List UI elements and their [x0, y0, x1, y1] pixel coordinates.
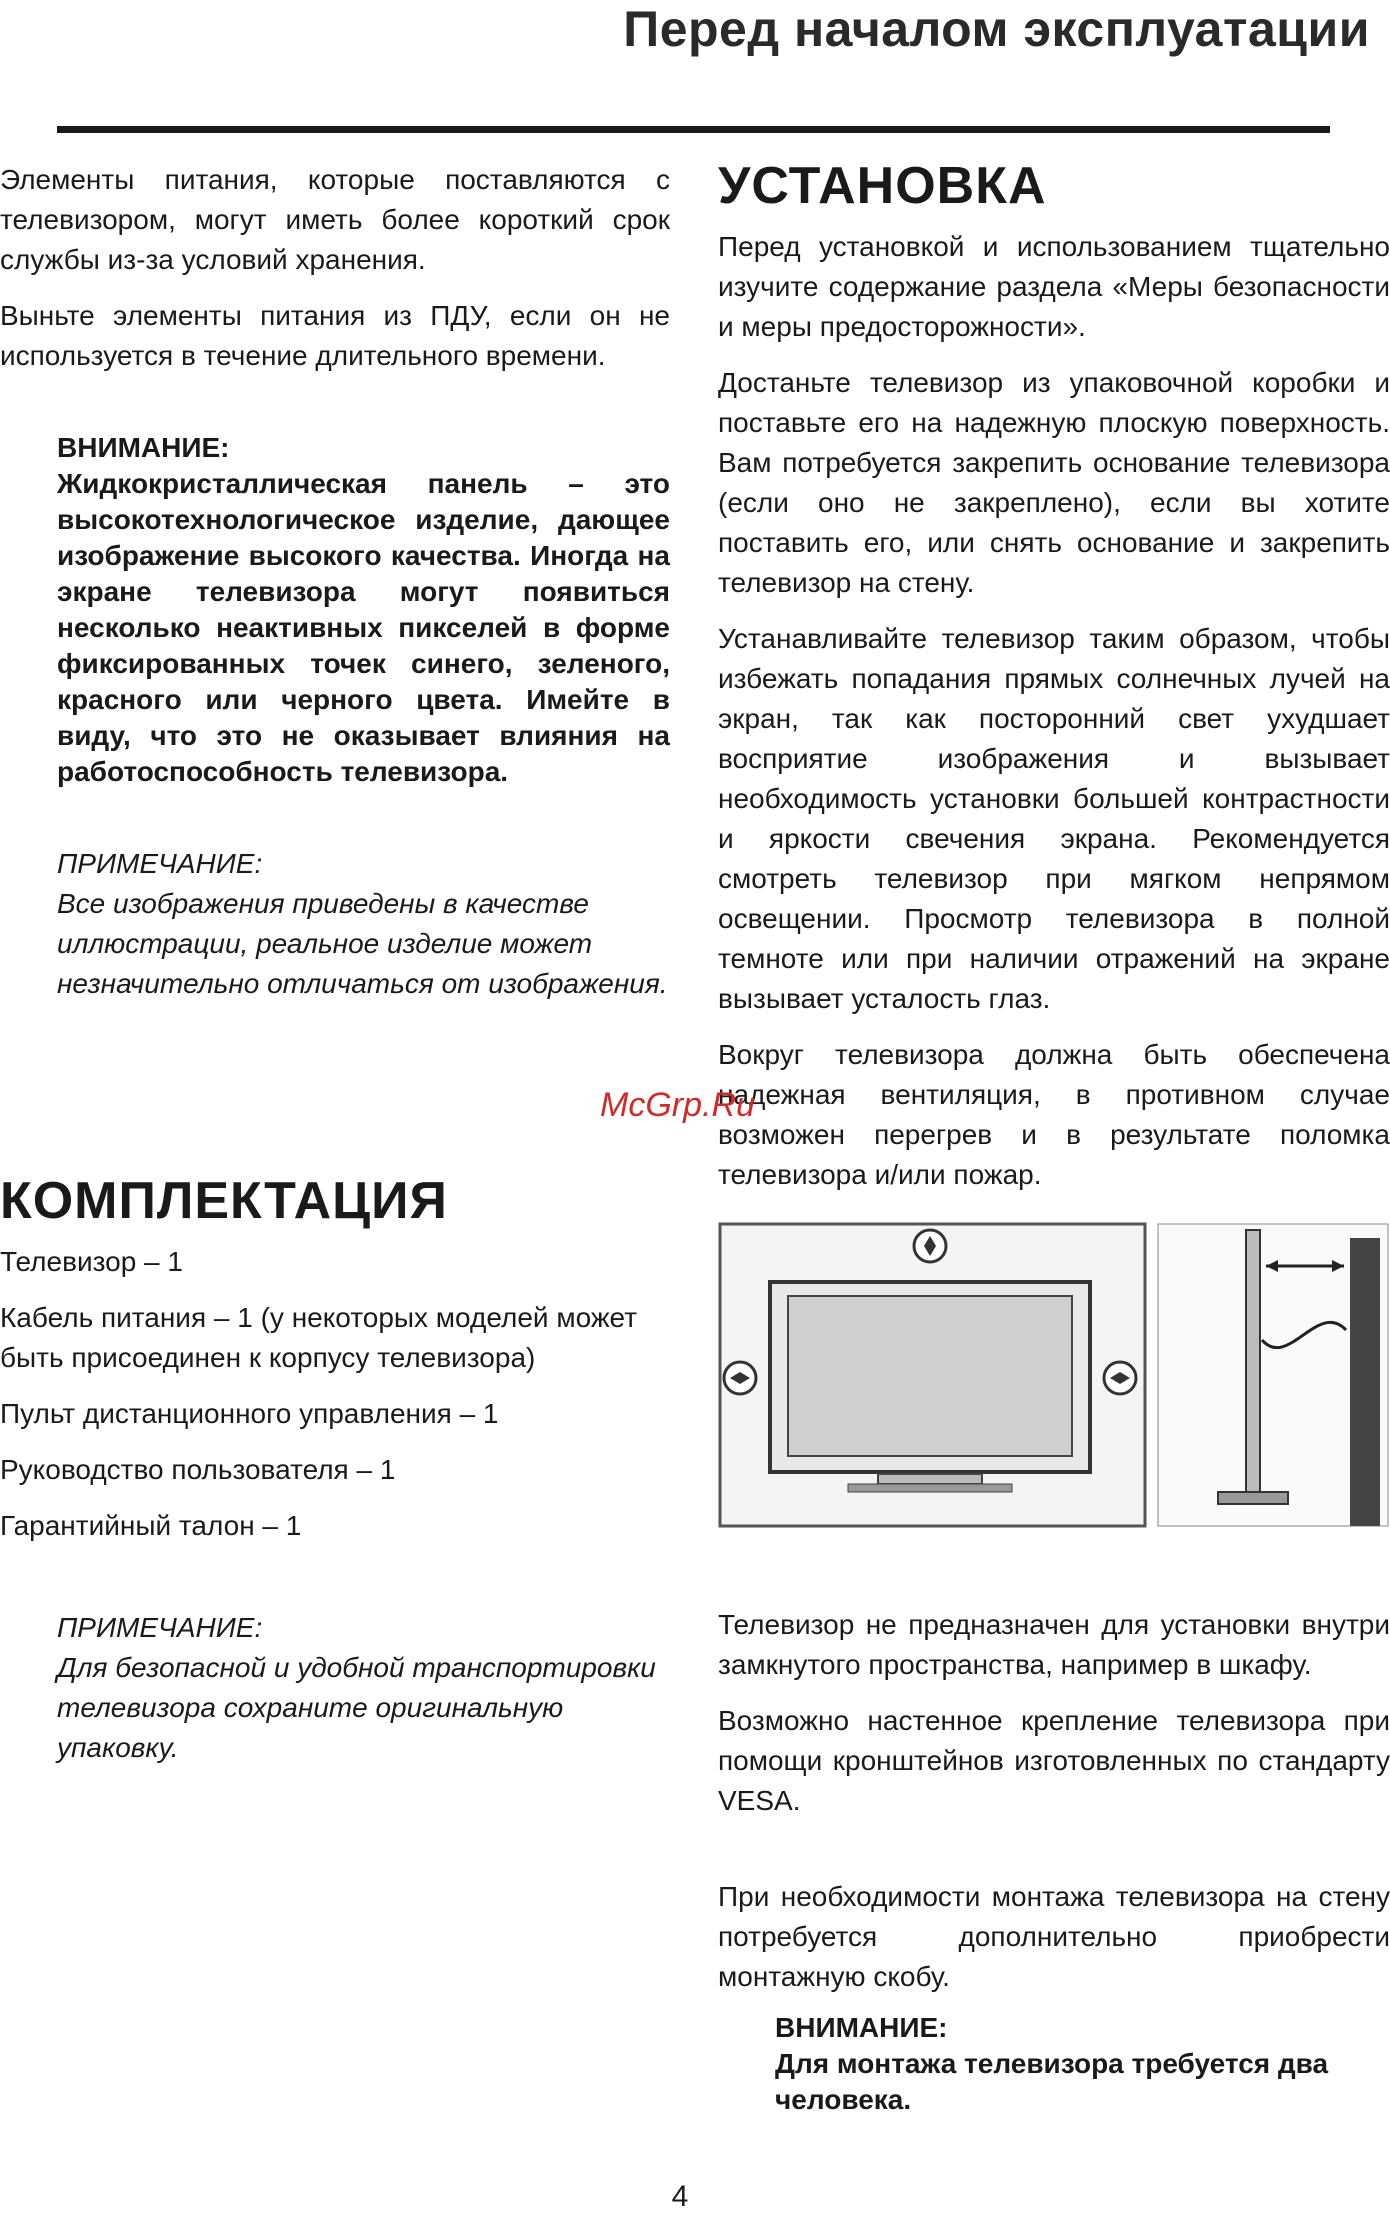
warning-label: ВНИМАНИЕ:	[57, 432, 230, 463]
list-item: Пульт дистанционного управления – 1	[0, 1398, 499, 1429]
clearance-arrow-icon	[724, 1362, 756, 1394]
paragraph: Возможно настенное крепление телевизора при помощи кронштейнов изготовленных по стандарту VESA.	[718, 1705, 1390, 1816]
komplektatsiya-heading: КОМПЛЕКТАЦИЯ	[0, 1172, 448, 1230]
list-item: Руководство пользователя – 1	[0, 1454, 396, 1485]
tv-side	[1246, 1230, 1260, 1492]
paragraph: Перед установкой и использованием тщательно изучите содержание раздела «Меры безопасности и меры предосторожности».	[718, 231, 1390, 342]
paragraph: Достаньте телевизор из упаковочной коробки и поставьте его на надежную плоскую поверхность. Вам потребуется закрепить основание телевизора (если оно не закреплено), если вы хотите поставить его, или снять основание и закрепить телевизор на стену.	[718, 367, 1390, 598]
clearance-arrow-icon	[914, 1230, 946, 1262]
warning-text: Жидкокристаллическая панель – это высокотехнологическое изделие, дающее изображение высокого качества. Иногда на экране телевизора могут появиться несколько неактивных пикселей в форме фиксированных точек синего, зеленого, красного или черного цвета. Имейте в виду, что это не оказывает влияния на работоспособность телевизора.	[57, 468, 670, 787]
watermark: McGrp.Ru	[600, 1086, 755, 1124]
list-item: Гарантийный талон – 1	[0, 1510, 302, 1541]
warning-label: ВНИМАНИЕ:	[775, 2012, 948, 2043]
tv-stand	[878, 1474, 982, 1484]
paragraph: Устанавливайте телевизор таким образом, чтобы избежать попадания прямых солнечных лучей на экран, так как посторонний свет ухудшает восприятие изображения и вызывает необходимость установки большей контрастности и яркости свечения экрана. Рекомендуется смотреть телевизор при мягком непрямом освещении. Просмотр телевизора в полной темноте или при наличии отражений на экране вызывает усталость глаз.	[718, 623, 1390, 1014]
paragraph: Вокруг телевизора должна быть обеспечена надежная вентиляция, в противном случае возможен перегрев и в результате поломка телевизора и/или пожар.	[718, 1039, 1390, 1190]
warning-text: Для монтажа телевизора требуется два человека.	[775, 2048, 1329, 2115]
transport-note	[57, 1608, 670, 1768]
list-item: Телевизор – 1	[0, 1246, 183, 1277]
note-label: ПРИМЕЧАНИЕ:	[57, 1612, 263, 1643]
list-item: Кабель питания – 1 (у некоторых моделей может быть присоединен к корпусу телевизора)	[0, 1302, 638, 1373]
warning-block	[57, 430, 670, 790]
left-column	[0, 160, 670, 1004]
tv-screen	[788, 1296, 1072, 1456]
tv-clearance-illustration	[718, 1220, 1390, 1530]
page-number: 4	[671, 2180, 689, 2213]
paragraph: Телевизор не предназначен для установки внутри замкнутого пространства, например в шкафу.	[718, 1609, 1390, 1680]
note-block	[57, 844, 670, 1004]
right-column-lower	[718, 1605, 1390, 2013]
wall	[1350, 1238, 1380, 1526]
page-title: Перед началом эксплуатации	[623, 1, 1370, 57]
mount-warning	[775, 2010, 1390, 2118]
note-text: Для безопасной и удобной транспортировки телевизора сохраните оригинальную упаковку.	[57, 1652, 656, 1763]
ustanovka-heading: УСТАНОВКА	[718, 157, 1047, 215]
tv-stand-base	[848, 1484, 1012, 1492]
note-text: Все изображения приведены в качестве иллюстрации, реальное изделие может незначительно отличаться от изображения.	[57, 888, 668, 999]
komplektatsiya-section	[0, 1170, 670, 1562]
paragraph: Элементы питания, которые поставляются с телевизором, могут иметь более короткий срок службы из-за условий хранения.	[0, 164, 670, 275]
clearance-arrow-icon	[1104, 1362, 1136, 1394]
right-column	[718, 155, 1390, 1211]
title-divider	[57, 126, 1330, 133]
paragraph: При необходимости монтажа телевизора на стену потребуется дополнительно приобрести монтажную скобу.	[718, 1881, 1390, 1992]
note-label: ПРИМЕЧАНИЕ:	[57, 848, 263, 879]
tv-side-stand	[1218, 1492, 1288, 1504]
paragraph: Выньте элементы питания из ПДУ, если он не используется в течение длительного времени.	[0, 300, 670, 371]
